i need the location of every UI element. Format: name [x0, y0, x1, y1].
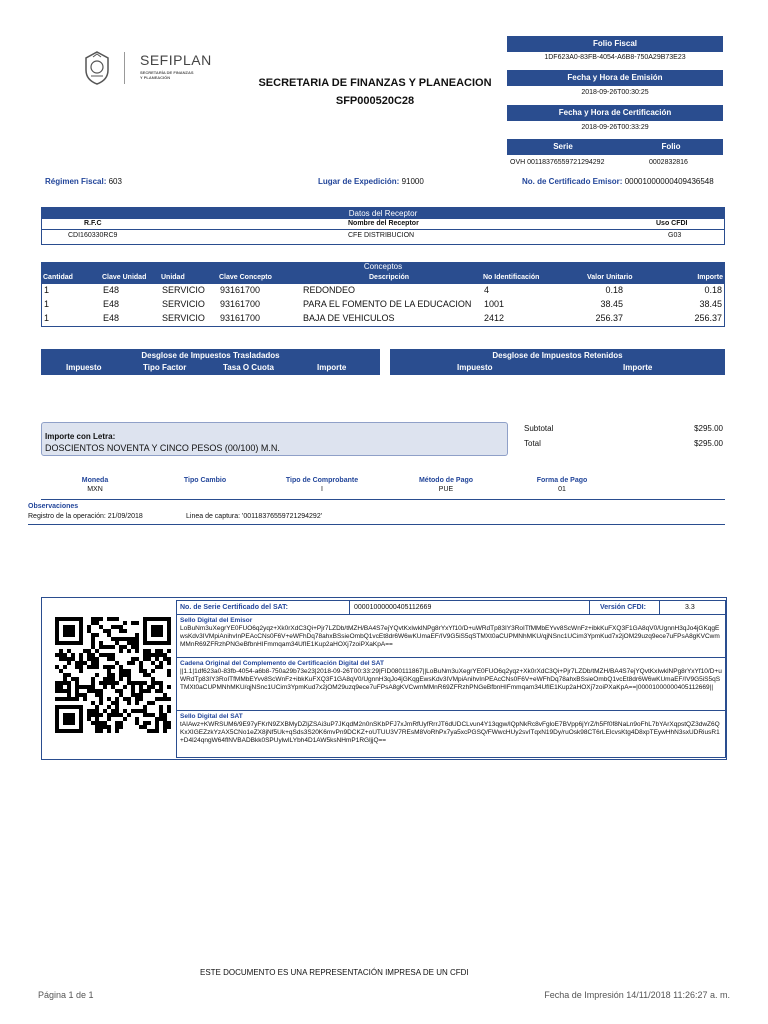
moneda-label: Moneda — [81, 477, 109, 484]
tipo-comprobante-label: Tipo de Comprobante — [285, 477, 359, 484]
forma-pago-label: Forma de Pago — [536, 477, 588, 484]
tipo-cambio-label: Tipo Cambio — [183, 477, 227, 484]
cell-clave-unidad: E48 — [103, 299, 120, 309]
folio-fiscal-value: 1DF623A0-83FB-4054-A6B8-750A29B73E23 — [544, 54, 686, 61]
divider — [28, 524, 725, 525]
observaciones-linea: Linea de captura: '00118376559721294292' — [186, 513, 323, 520]
trasladados-title: Desglose de Impuestos Trasladados — [42, 350, 379, 362]
sello-sat-block — [177, 711, 725, 755]
fecha-cert-value: 2018-09-26T00:33:29 — [581, 124, 649, 131]
sello-emisor-label: Sello Digital del Emisor — [180, 617, 253, 624]
regimen-label: Régimen Fiscal: — [45, 177, 107, 186]
cell-clave-concepto: 93161700 — [220, 299, 261, 309]
col-clave-unidad: Clave Unidad — [102, 274, 147, 281]
sat-details — [176, 600, 726, 758]
serie-label: Serie — [553, 142, 573, 151]
importe-letra-box — [41, 422, 508, 456]
cell-cantidad: 1 — [44, 285, 50, 295]
cell-unidad: SERVICIO — [162, 285, 205, 295]
sat-section — [41, 597, 727, 760]
receptor-uso-label: Uso CFDI — [656, 220, 688, 227]
receptor-nombre: CFE DISTRIBUCION — [348, 232, 415, 239]
importe-letra-value: DOSCIENTOS NOVENTA Y CINCO PESOS (00/100) M.N. — [45, 443, 280, 453]
impuestos-trasladados — [41, 349, 380, 375]
lugar-value: 91000 — [401, 177, 424, 186]
receptor-title: Datos del Receptor — [42, 208, 724, 219]
coat-of-arms-icon — [82, 50, 112, 86]
cell-descripcion: REDONDEO — [303, 285, 356, 295]
folio-value: 0002832816 — [649, 159, 688, 166]
cell-importe: 256.37 — [694, 313, 722, 323]
sat-version-value: 3.3 — [685, 604, 695, 611]
col-unidad: Unidad — [161, 274, 185, 281]
retenidos-col-importe: Importe — [623, 363, 653, 372]
cell-importe: 38.45 — [699, 299, 722, 309]
trasladados-col-importe: Importe — [317, 363, 347, 372]
col-no-identificacion: No Identificación — [483, 274, 540, 281]
total-label: Total — [524, 439, 541, 448]
lugar-expedicion — [318, 177, 424, 186]
impuestos-retenidos — [390, 349, 725, 375]
cell-unidad: SERVICIO — [162, 299, 205, 309]
cfdi-note: ESTE DOCUMENTO ES UNA REPRESENTACIÓN IMPRESA DE UN CFDI — [200, 968, 469, 977]
cell-cantidad: 1 — [44, 313, 50, 323]
fecha-emision-value: 2018-09-26T00:30:25 — [581, 89, 649, 96]
col-descripcion: Descripción — [369, 274, 410, 281]
conceptos-header-row — [41, 272, 725, 284]
metodo-pago-value: PUE — [438, 486, 454, 493]
sat-serie-value: 00001000000405112669 — [354, 604, 432, 611]
cell-importe: 0.18 — [704, 285, 722, 295]
cert-label: No. de Certificado Emisor: — [522, 177, 623, 186]
trasladados-col-impuesto: Impuesto — [66, 363, 102, 372]
table-row — [42, 285, 724, 299]
retenidos-title: Desglose de Impuestos Retenidos — [391, 350, 724, 362]
col-valor-unitario: Valor Unitario — [587, 274, 633, 281]
moneda-value: MXN — [87, 486, 103, 493]
divider — [41, 499, 725, 500]
cell-valor-unitario: 38.45 — [600, 299, 623, 309]
sello-emisor-block — [177, 615, 725, 658]
observaciones-label: Observaciones — [28, 503, 79, 510]
importe-letra-label: Importe con Letra: — [45, 432, 116, 441]
cell-clave-unidad: E48 — [103, 313, 120, 323]
logo-name: SEFIPLAN — [140, 52, 212, 68]
trasladados-col-tipo-factor: Tipo Factor — [143, 363, 187, 372]
folio-fiscal-header: Folio Fiscal — [507, 36, 723, 52]
retenidos-col-impuesto: Impuesto — [457, 363, 493, 372]
cell-no-identificacion: 1001 — [484, 299, 505, 309]
cell-descripcion: BAJA DE VEHICULOS — [303, 313, 395, 323]
col-cantidad: Cantidad — [43, 274, 73, 281]
receptor-rfc-label: R.F.C — [84, 220, 102, 227]
metodo-pago-label: Método de Pago — [418, 477, 474, 484]
cell-valor-unitario: 256.37 — [595, 313, 623, 323]
cadena-original-label: Cadena Original del Complemento de Certificación Digital del SAT — [180, 660, 384, 667]
cell-cantidad: 1 — [44, 299, 50, 309]
serie-value: OVH 00118376559721294292 — [510, 159, 605, 166]
col-importe: Importe — [697, 274, 723, 281]
print-date: Fecha de Impresión 14/11/2018 11:26:27 a. m. — [544, 990, 730, 1000]
cell-clave-concepto: 93161700 — [220, 285, 261, 295]
folio-label: Folio — [661, 142, 681, 151]
cell-descripcion: PARA EL FOMENTO DE LA EDUCACION — [303, 299, 472, 309]
logo-subtitle-1: SECRETARÍA DE FINANZAS — [140, 70, 194, 75]
regimen-value: 603 — [108, 177, 122, 186]
logo — [82, 50, 212, 90]
cell-unidad: SERVICIO — [162, 313, 205, 323]
sat-serie-label: No. de Serie Certificado del SAT: — [180, 604, 289, 611]
receptor-section — [41, 207, 725, 245]
cell-clave-unidad: E48 — [103, 285, 120, 295]
cell-no-identificacion: 4 — [484, 285, 490, 295]
conceptos-body — [41, 284, 725, 327]
conceptos-title: Conceptos — [41, 262, 725, 272]
subtotal-value: $295.00 — [694, 424, 723, 433]
cell-clave-concepto: 93161700 — [220, 313, 261, 323]
page-number: Página 1 de 1 — [38, 990, 94, 1000]
serie-folio-header — [507, 139, 723, 155]
logo-subtitle-2: Y PLANEACIÓN — [140, 75, 171, 80]
cadena-original-value: ||1.1|1df623a0-83fb-4054-a6b8-750a29b73e23|2018-09-26T00:33:29|FID080111867||LoBuNm3uXegrYE0FUO6q2yqz+Xk0rXdC3Qi+Pjr7LZDb/tMZH/BA4S7ejYQvtKxIwklNPg8rYxYf10/D+uWRdTp83IY3RoITfMMbEYvv8ScWnFz+ibkKuFXQ3F1GA8qV0/UgnnH3qJo4jGKqgEwsKdv3IVMpiAnihvInPEAcCNs0F6V+eWFhDq78ahxBSsieOmbQ1vcEt8dr6W6wKUmaEF/IV9G5iS5qSTMXt0aCUPMNhMKU/qjNSnc1UCim3YpmKud7x2jOM29uzq9ece7uFPsA8gKVCwmMMnR69ZFRzhPNGeBfbnHIFmmqam34UfIE1Kup2aHOXj7zoiPXaKpA==|00001000000405112669|| — [180, 668, 722, 691]
issuer-title: SECRETARIA DE FINANZAS Y PLANEACION — [258, 77, 492, 89]
sello-sat-value: tAIAwz+KWRSUM6/9E97yFKrN9ZXBMyDZljZSAi3uP7JKqdM2n0nSKbPFJ7xJmRfUyfRrrJT6dUDCLvun4Y13qgw/lQpNkRc8vFgloE7BVpp6jYrZ/h5Ff0f8NaLn9oFhL7bYArXqpstQZ3dwZ6QKxXIGEZzkYzAX5CNo1eZX8jNf5Uk+qSds3S20K6mvPn9DCKZ+oUTUU3V7REsM8VoRhPx7ya5xcPGSQ/FWwcHUy2svITqxN19Dy/ruOsk98CT6rLElcvsKtg4D8xpTEywHhN3sxUDRiusR1+D4l24qngW64flNVBADBkk0SPUylwILYbh4D1AW5ksNHmP1RGljjQ== — [180, 721, 720, 744]
issuer-rfc: SFP000520C28 — [335, 95, 415, 107]
receptor-nombre-label: Nombre del Receptor — [348, 220, 419, 227]
subtotal-label: Subtotal — [524, 424, 554, 433]
cert-value: 00001000000409436548 — [624, 177, 714, 186]
sello-sat-label: Sello Digital del SAT — [180, 713, 243, 720]
fecha-emision-header: Fecha y Hora de Emisión — [507, 70, 723, 86]
cell-no-identificacion: 2412 — [484, 313, 505, 323]
cell-valor-unitario: 0.18 — [605, 285, 623, 295]
trasladados-col-tasa: Tasa O Cuota — [223, 363, 274, 372]
receptor-rfc: CDI160330RC9 — [68, 232, 118, 239]
forma-pago-value: 01 — [558, 486, 566, 493]
total-value: $295.00 — [694, 439, 723, 448]
observaciones-registro: Registro de la operación: 21/09/2018 — [28, 513, 143, 520]
certificado-emisor — [522, 177, 714, 186]
lugar-label: Lugar de Expedición: — [318, 177, 400, 186]
table-row — [42, 299, 724, 313]
sat-serie-row — [177, 601, 725, 615]
tipo-comprobante-value: I — [321, 486, 323, 493]
regimen-fiscal — [45, 177, 122, 186]
sello-emisor-value: LoBuNm3uXegrYE0FUO6q2yqz+Xk0rXdC3Qi+Pjr7LZDb/tMZH/BA4S7ejYQvtKxIwklNPg8rYxYf10/D+uWRdTp83IY3RoITfMMbEYvv8ScWnFz+ibkKuFXQ3F1GA8qV0/UgnnH3qJo4jGKqgEwsKdv3IVMpiAnihvInPEAcCNs0F6V+eWFhDq78ahxBSsieOmbQ1vcEt8dr6W6wKUmaEF/IV9G5iS5qSTMXt0aCUPMNhMKU/qjNSnc1UCim3YpmKud7x2jOM29uzq9ece7uFPsA8gKVCwmMMnR69ZFRzhPNGeBfbnHIFmmqam34UfIE1Kup2aHOXj7zoiPXaKpA== — [180, 625, 720, 648]
fecha-cert-header: Fecha y Hora de Certificación — [507, 105, 723, 121]
cadena-original-block — [177, 658, 725, 711]
receptor-uso: G03 — [668, 232, 682, 239]
table-row — [42, 313, 724, 327]
conceptos-section — [41, 262, 725, 327]
col-clave-concepto: Clave Concepto — [219, 274, 272, 281]
qr-code-icon — [55, 617, 171, 733]
sat-version-label: Versión CFDI: — [600, 604, 646, 611]
